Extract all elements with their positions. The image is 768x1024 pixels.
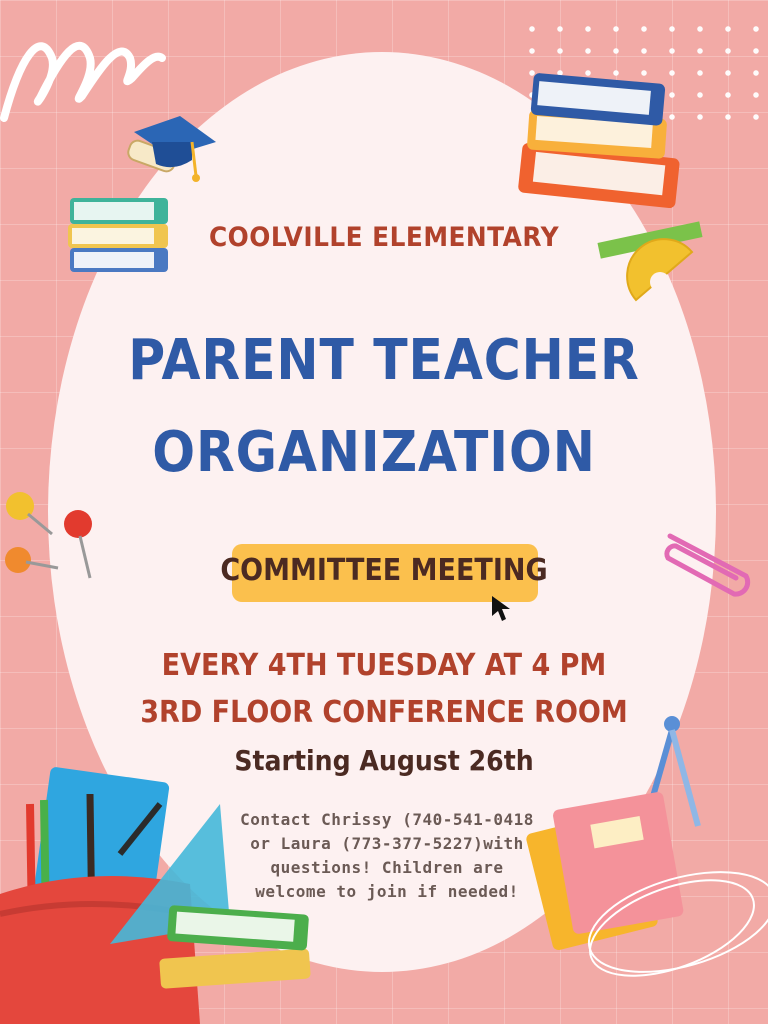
event-label: COMMITTEE MEETING — [220, 553, 548, 588]
contact-info: Contact Chrissy (740-541-0418 or Laura (773-377-5227)with questions! Children are welcome to join if needed! — [240, 810, 534, 901]
event-start: Starting August 26th — [234, 744, 534, 777]
title-line-2: ORGANIZATION — [152, 420, 596, 485]
graduation-cap-icon — [122, 112, 222, 192]
book-stack-icon — [514, 74, 684, 208]
title-line-1: PARENT TEACHER — [128, 328, 640, 393]
cursor-icon — [490, 594, 514, 624]
school-name: COOLVILLE ELEMENTARY — [208, 222, 560, 253]
event-schedule: EVERY 4TH TUESDAY AT 4 PM — [161, 648, 607, 683]
event-location: 3RD FLOOR CONFERENCE ROOM — [140, 695, 628, 730]
swirl-icon — [572, 852, 768, 982]
